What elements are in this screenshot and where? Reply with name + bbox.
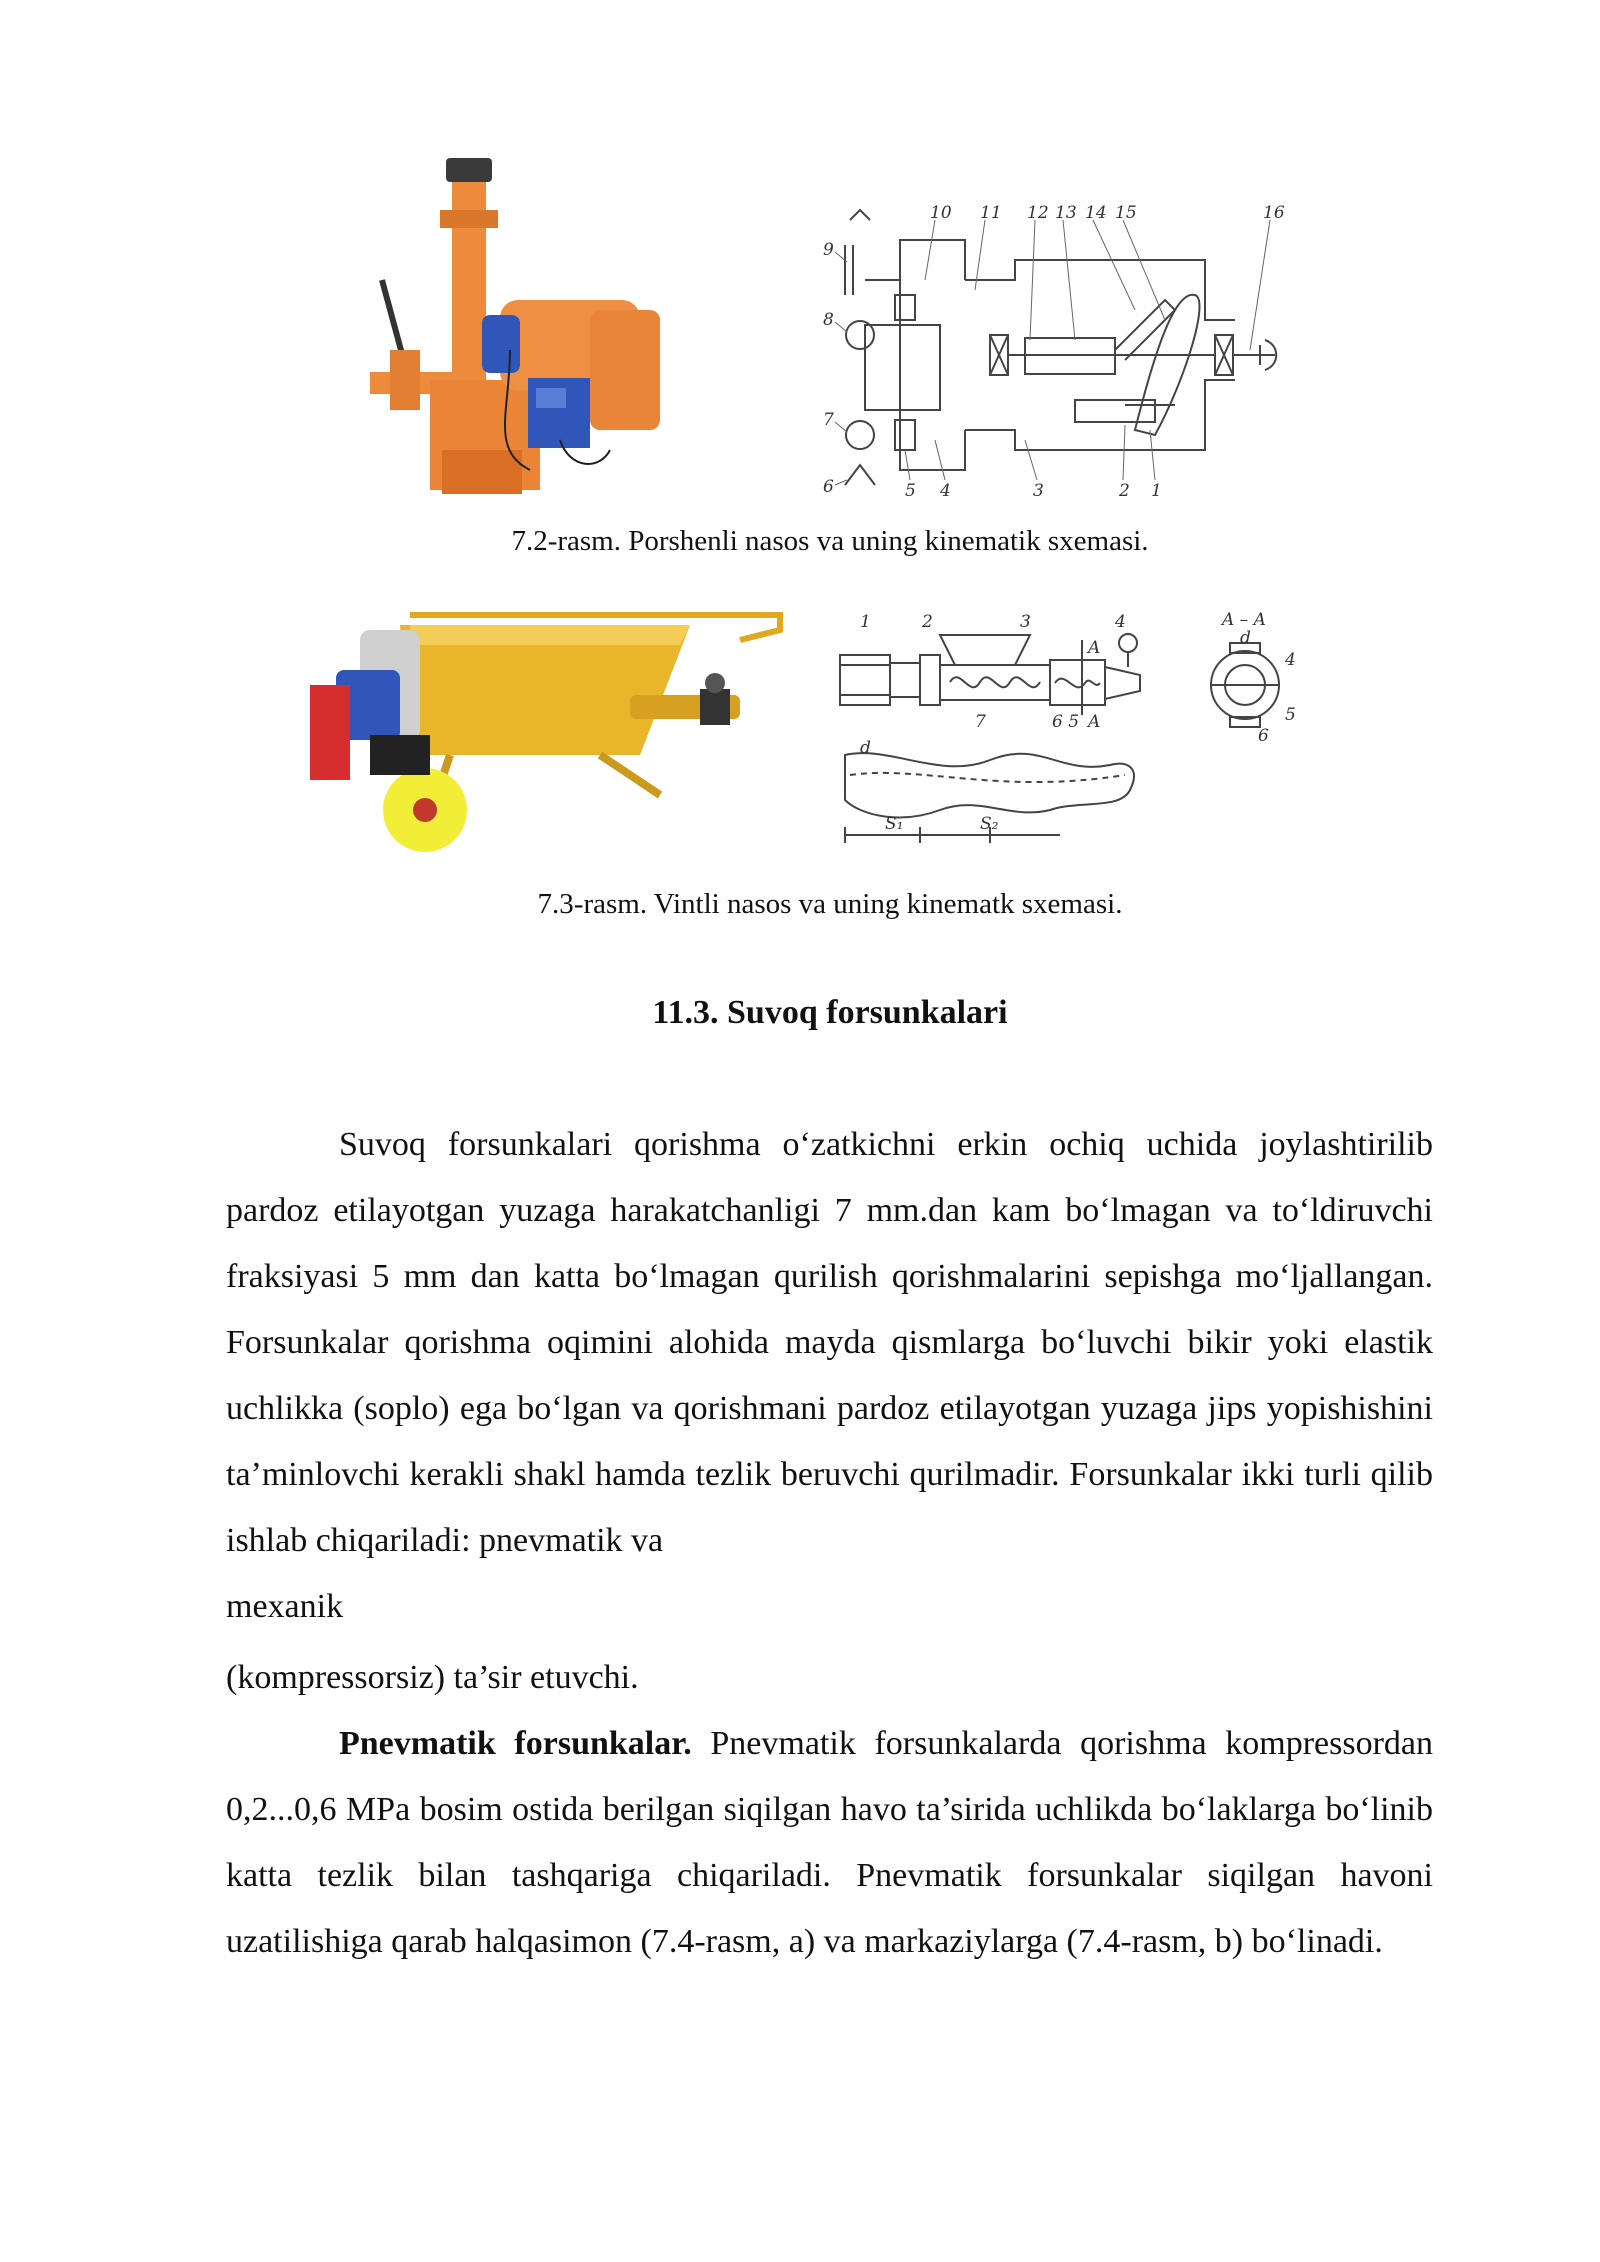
paragraph-3 xyxy=(226,1711,1433,1975)
paragraph-1: Suvoq forsunkalari qorishma o‘zatkichni erkin ochiq uchida joylashtirilib pardoz etilayotgan yuzaga harakatchanligi 7 mm.dan kam bo‘lmagan va to‘ldiruvchi fraksiyasi 5 mm dan katta bo‘lmagan qurilish qorishmalarini sepishga mo‘ljallangan. Forsunkalar qorishma oqimini alohida mayda qismlarga bo‘luvchi bikir yoki elastik uchlikka (soplo) ega bo‘lgan va qorishmani pardoz etilayotgan yuzaga jips yopishishini ta’minlovchi kerakli shakl hamda tezlik beruvchi qurilmadir. Forsunkalar ikki turli qilib ishlab chiqariladi: pnevmatik va xyxy=(226,1126,1433,1559)
scheme-label: 5 xyxy=(1285,705,1296,725)
paragraph-3-text: Pnevmatik forsunkalarda qorishma kompressordan 0,2...0,6 MPa bosim ostida berilgan siqilgan havo ta’sirida uchlikda bo‘laklarga bo‘linib katta tezlik bilan tashqariga chiqariladi. Pnevmatik forsunkalar siqilgan havoni uzatilishiga qarab halqasimon (7.4-rasm, a) va markaziylarga (7.4-rasm, b) bo‘linadi. xyxy=(226,1725,1434,1960)
scheme-label: 6 xyxy=(823,477,834,497)
paragraph-intro xyxy=(226,1112,1433,1640)
scheme-label: 15 xyxy=(1115,203,1137,223)
screw-pump-scheme-icon xyxy=(830,605,1320,870)
scheme-label: 10 xyxy=(930,203,952,223)
scheme-label: 14 xyxy=(1085,203,1107,223)
paragraph-3-lead: Pnevmatik forsunkalar. xyxy=(339,1725,692,1762)
scheme-label: 6 5 xyxy=(1052,712,1080,732)
scheme-label: 1 xyxy=(1151,481,1162,500)
scheme-label: 1 xyxy=(860,612,871,632)
paragraph-2: (kompressorsiz) ta’sir etuvchi. xyxy=(226,1659,639,1696)
section-title: 11.3. Suvoq forsunkalari xyxy=(652,994,1008,1031)
scheme-label: 4 xyxy=(1115,612,1126,632)
scheme-label: d xyxy=(860,738,871,758)
scheme-label: S₁ xyxy=(885,814,904,834)
scheme-label: A xyxy=(1088,638,1101,658)
figure-caption-7-3: 7.3-rasm. Vintli nasos va uning kinematk sxemasi. xyxy=(537,888,1123,920)
scheme-label: 5 xyxy=(905,481,916,500)
scheme-label: 3 xyxy=(1020,612,1031,632)
scheme-label: A xyxy=(1088,712,1101,732)
paragraph-kompressorsiz xyxy=(226,1645,1433,1711)
scheme-label: 16 xyxy=(1263,203,1285,223)
piston-pump-photo-icon xyxy=(360,150,680,510)
kinematic-scheme-icon xyxy=(805,200,1315,500)
scheme-label: A – A xyxy=(1222,610,1266,630)
scheme-label: 2 xyxy=(1119,481,1130,500)
scheme-label: 6 xyxy=(1258,726,1269,746)
scheme-label: 4 xyxy=(1285,650,1296,670)
scheme-label: 7 xyxy=(823,410,834,430)
scheme-label: 4 xyxy=(940,481,951,500)
scheme-label: 11 xyxy=(980,203,1002,223)
scheme-label: 13 xyxy=(1055,203,1077,223)
screw-pump-photo-icon xyxy=(300,585,790,855)
scheme-label: d xyxy=(1240,628,1251,648)
paragraph-1-tail: mexanik xyxy=(226,1588,344,1625)
scheme-label: 7 xyxy=(975,712,986,732)
scheme-label: 9 xyxy=(823,240,834,260)
scheme-label: 8 xyxy=(823,310,834,330)
scheme-label: S₂ xyxy=(980,814,999,834)
scheme-label: 2 xyxy=(922,612,933,632)
scheme-label: 12 xyxy=(1027,203,1049,223)
figure-caption-7-2: 7.2-rasm. Porshenli nasos va uning kinematik sxemasi. xyxy=(511,525,1149,557)
scheme-label: 3 xyxy=(1033,481,1044,500)
paragraph-pnevmatik xyxy=(226,1711,1433,1975)
